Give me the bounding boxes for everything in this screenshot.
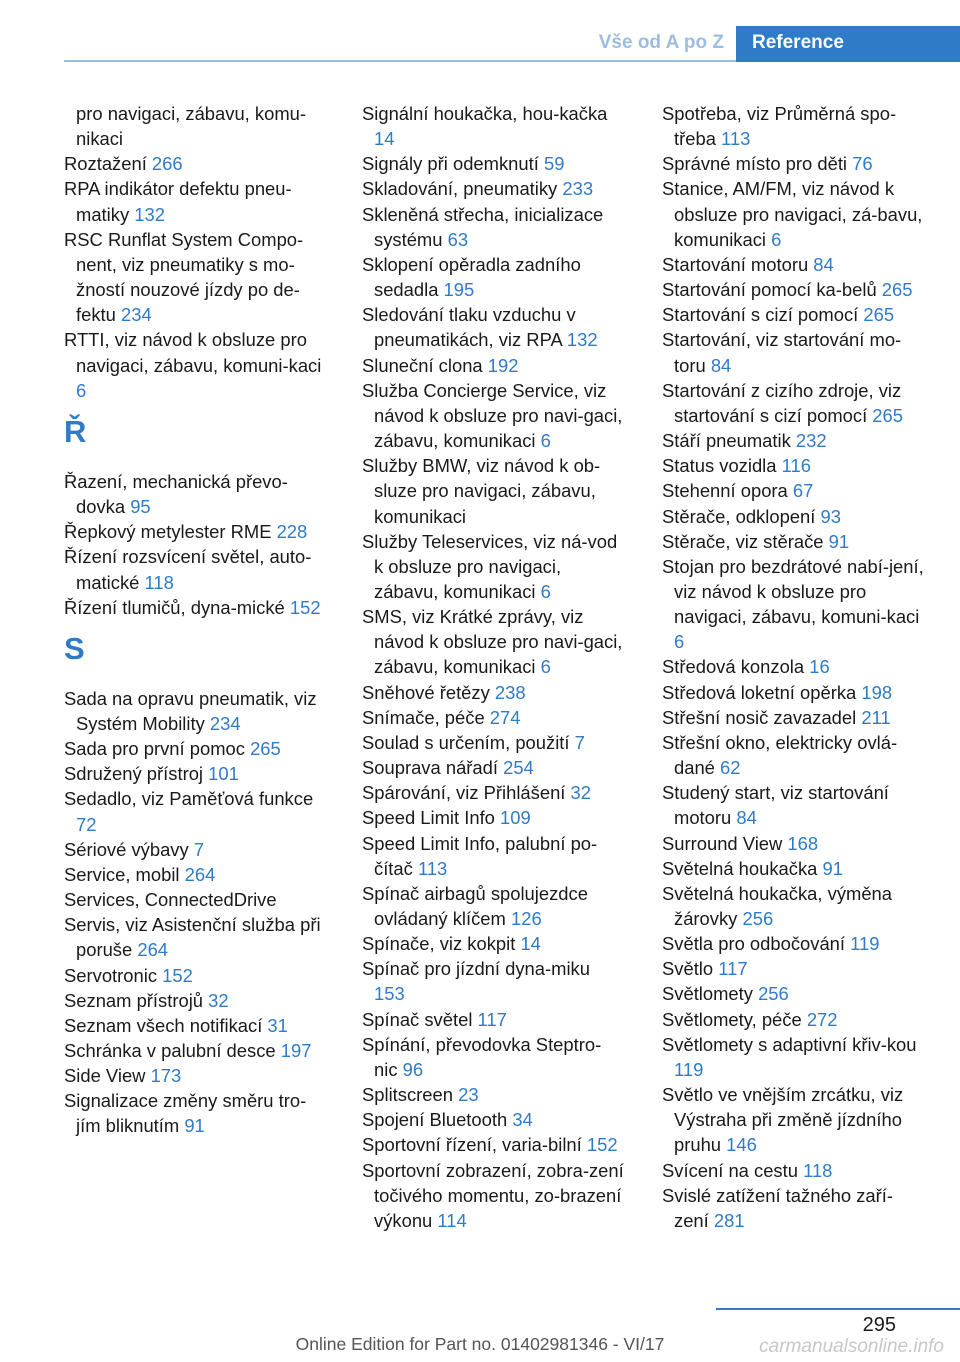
index-entry-text: Sportovní řízení, varia‐bilní xyxy=(362,1134,587,1156)
index-entry xyxy=(64,761,326,786)
index-entry-text: Světlomety xyxy=(662,983,759,1005)
index-entry xyxy=(662,1082,924,1157)
index-entry-text: Řízení rozsvícení světel, auto‐matické xyxy=(64,546,312,593)
index-entry xyxy=(64,151,326,176)
page-reference-link[interactable]: 117 xyxy=(477,1008,507,1030)
index-entry xyxy=(362,956,624,1006)
index-entry xyxy=(64,595,326,620)
index-entry-text: Sériové výbavy xyxy=(64,838,194,860)
index-entry xyxy=(362,1007,624,1032)
index-entry xyxy=(64,1013,326,1038)
index-entry-text: Spínače, viz kokpit xyxy=(362,933,521,955)
edition-note: Online Edition for Part no. 01402981346 - VI/17 xyxy=(295,1334,665,1354)
page-reference-link[interactable]: 84 xyxy=(736,807,757,829)
index-entry-text: pro navigaci, zábavu, komu‐nikaci xyxy=(76,103,306,150)
page-reference-link[interactable]: 14 xyxy=(520,933,541,955)
index-entry-text: Svícení na cestu xyxy=(662,1159,804,1181)
index-entry-text: Services, ConnectedDrive xyxy=(64,889,277,911)
index-entry xyxy=(662,1183,924,1233)
index-entry xyxy=(64,686,326,736)
page-reference-link[interactable]: 84 xyxy=(710,354,732,376)
index-entry-text: Řízení tlumičů, dyna‐mické xyxy=(64,596,290,618)
page-reference-link[interactable]: 274 xyxy=(489,706,521,728)
index-entry xyxy=(662,101,924,151)
watermark: carmanualsonline.info xyxy=(759,1336,944,1357)
index-entry-text: Stěrače, viz stěrače xyxy=(662,530,829,552)
index-entry-text: Soulad s určením, použití xyxy=(362,731,575,753)
index-entry-text: Světlomety s adaptivní křiv‐kou xyxy=(662,1033,917,1055)
index-column-3 xyxy=(662,101,924,1233)
page-reference-link[interactable]: 254 xyxy=(503,757,534,779)
page-reference-link[interactable]: 6 xyxy=(540,580,551,602)
index-entry-text: Service, mobil xyxy=(64,863,185,885)
index-entry-text: Stěrače, odklopení xyxy=(662,505,821,527)
page-reference-link[interactable]: 192 xyxy=(487,354,519,376)
index-entry xyxy=(362,1082,624,1107)
index-entry-text: Sada pro první pomoc xyxy=(64,738,251,760)
index-entry xyxy=(662,956,924,981)
page-reference-link[interactable]: 173 xyxy=(150,1065,182,1087)
index-entry xyxy=(64,887,326,912)
index-entry xyxy=(64,227,326,328)
index-entry-text: Roztažení xyxy=(64,153,152,175)
index-entry-text: Side View xyxy=(64,1065,151,1087)
index-entry-text: Stojan pro bezdrátové nabí‐jení, viz návod k obsluze pro navigaci, zábavu, komuni‐kaci xyxy=(662,555,924,628)
index-entry xyxy=(64,736,326,761)
index-entry-text: Sluneční clona xyxy=(362,354,488,376)
index-entry-text: Spotřeba, viz Průměrná spo‐třeba xyxy=(662,103,897,150)
page-reference-link[interactable]: 7 xyxy=(193,838,205,860)
index-entry-text: Spínání, převodovka Steptro‐nic xyxy=(362,1033,602,1080)
index-entry xyxy=(362,302,624,352)
tab-reference: Reference xyxy=(736,26,960,62)
index-entry xyxy=(64,1088,326,1138)
index-entry xyxy=(64,837,326,862)
index-entry-text: Služby BMW, viz návod k ob‐sluze pro navigaci, zábavu, komunikaci xyxy=(362,455,601,527)
index-entry xyxy=(662,504,924,529)
page-reference-link[interactable]: 152 xyxy=(162,964,193,986)
index-entry xyxy=(662,780,924,830)
page-reference-link[interactable]: 228 xyxy=(276,521,308,543)
index-entry xyxy=(362,805,624,830)
page-reference-link[interactable]: 265 xyxy=(872,404,903,426)
index-entry xyxy=(64,963,326,988)
page-reference-link[interactable]: 256 xyxy=(758,983,789,1005)
index-entry xyxy=(662,1032,924,1082)
index-entry xyxy=(362,151,624,176)
index-entry xyxy=(662,428,924,453)
index-entry-text: Schránka v palubní desce xyxy=(64,1040,281,1061)
index-entry-text: Speed Limit Info xyxy=(362,807,501,829)
page-reference-link[interactable]: 109 xyxy=(500,807,531,829)
index-entry-text: Skladování, pneumatiky xyxy=(362,178,563,200)
page-reference-link[interactable]: 132 xyxy=(134,203,165,225)
index-entry xyxy=(662,654,924,679)
index-entry xyxy=(362,831,624,881)
page-reference-link[interactable]: 266 xyxy=(151,153,183,175)
page-reference-link[interactable]: 6 xyxy=(674,631,685,653)
page-reference-link[interactable]: 265 xyxy=(863,304,895,326)
page-reference-link[interactable]: 234 xyxy=(120,304,152,326)
index-entry xyxy=(362,780,624,805)
index-entry xyxy=(662,277,924,302)
index-entry xyxy=(64,862,326,887)
index-entry-text: Signály při odemknutí xyxy=(362,153,544,175)
index-entry xyxy=(362,680,624,705)
index-entry xyxy=(662,1007,924,1032)
index-entry xyxy=(662,151,924,176)
index-entry-text: Startování, viz startování mo‐toru xyxy=(662,329,902,376)
index-entry xyxy=(362,881,624,931)
index-entry xyxy=(362,353,624,378)
index-entry-text: Spárování, viz Přihlášení xyxy=(362,782,571,804)
page-reference-link[interactable]: 32 xyxy=(208,989,229,1011)
index-entry-text: Spínač pro jízdní dyna‐miku xyxy=(362,958,590,980)
index-entry-text: Střešní nosič zavazadel xyxy=(662,706,862,728)
page-reference-link[interactable]: 118 xyxy=(144,571,174,593)
index-entry xyxy=(662,252,924,277)
index-entry-text: Sada na opravu pneumatik, viz Systém Mobility xyxy=(64,687,317,734)
index-entry-text: Správné místo pro děti xyxy=(662,153,853,175)
page-reference-link[interactable]: 91 xyxy=(184,1115,205,1137)
page-reference-link[interactable]: 7 xyxy=(574,731,585,753)
index-entry xyxy=(662,705,924,730)
page-reference-link[interactable]: 238 xyxy=(494,681,526,703)
index-entry xyxy=(362,101,624,151)
index-column-2 xyxy=(362,101,624,1233)
page-reference-link[interactable]: 132 xyxy=(566,329,598,351)
index-entry-text: Světla pro odbočování xyxy=(662,933,851,955)
page-reference-link[interactable]: 6 xyxy=(771,228,782,250)
index-entry-text: Snímače, péče xyxy=(362,706,490,728)
index-entry-text: Status vozidla xyxy=(662,455,782,477)
page-reference-link[interactable]: 93 xyxy=(820,505,841,527)
index-entry xyxy=(64,101,326,151)
index-entry-text: RPA indikátor defektu pneu‐matiky xyxy=(64,178,292,225)
index-entry-text: Skleněná střecha, inicializace systému xyxy=(362,203,604,250)
index-entry-text: Servis, viz Asistenční služba při poruše xyxy=(64,914,321,961)
page-reference-link[interactable]: 34 xyxy=(512,1109,533,1131)
index-entry-text: Spínač airbagů spolujezdce ovládaný klíčem xyxy=(362,882,588,929)
section-title: Vše od A po Z xyxy=(598,32,724,53)
index-entry xyxy=(662,453,924,478)
page-reference-link[interactable]: 91 xyxy=(828,530,850,552)
index-entry xyxy=(662,176,924,251)
page-reference-link[interactable]: 63 xyxy=(447,228,469,250)
page-reference-link[interactable]: 272 xyxy=(806,1008,838,1030)
index-entry-text: Sportovní zobrazení, zobra‐zení točivého momentu, zo‐brazení výkonu xyxy=(362,1159,624,1231)
index-entry-text: Startování motoru xyxy=(662,253,814,275)
index-entry-text: Surround View xyxy=(662,832,788,854)
index-entry xyxy=(362,1032,624,1082)
index-entry-text: Služba Concierge Service, viz návod k obsluze pro navi‐gaci, zábavu, komunikaci xyxy=(362,379,623,452)
index-entry xyxy=(662,730,924,780)
page-number: 295 xyxy=(862,1314,896,1336)
index-entry xyxy=(662,981,924,1006)
index-entry-text: Sněhové řetězy xyxy=(362,681,495,703)
index-entry xyxy=(362,755,624,780)
index-entry xyxy=(362,1158,624,1233)
page-reference-link[interactable]: 31 xyxy=(267,1014,288,1036)
page-reference-link[interactable]: 76 xyxy=(852,153,873,175)
index-letter: S xyxy=(64,630,85,666)
page-reference-link[interactable]: 264 xyxy=(137,939,169,961)
page-reference-link[interactable]: 91 xyxy=(822,857,843,879)
index-entry-text: Řepkový metylester RME xyxy=(64,521,277,543)
index-entry xyxy=(64,519,326,544)
index-entry-text: Sklopení opěradla zadního sedadla xyxy=(362,253,581,301)
index-entry xyxy=(64,544,326,594)
index-entry xyxy=(662,302,924,327)
page-reference-link[interactable]: 95 xyxy=(130,496,151,518)
page-reference-link[interactable]: 198 xyxy=(861,681,893,703)
page-reference-link[interactable]: 96 xyxy=(402,1058,424,1080)
index-entry-text: Sdružený přístroj xyxy=(64,763,209,785)
index-entry-text: Studený start, viz startování motoru xyxy=(662,782,889,829)
index-entry-text: Speed Limit Info, palubní po‐čítač xyxy=(362,832,598,879)
page-reference-link[interactable]: 6 xyxy=(540,656,551,678)
index-entry-text: Služby Teleservices, viz ná‐vod k obsluze pro navigaci, zábavu, komunikaci xyxy=(362,530,618,602)
index-entry xyxy=(64,469,326,519)
page-reference-link[interactable]: 152 xyxy=(289,596,321,618)
index-entry-text: Světlo xyxy=(662,958,719,980)
index-entry-text: SMS, viz Krátké zprávy, viz návod k obsluze pro navi‐gaci, zábavu, komunikaci xyxy=(362,606,623,678)
index-entry-text: Středová konzola xyxy=(662,656,810,678)
index-entry-text: Stehenní opora xyxy=(662,480,793,502)
page-reference-link[interactable]: 264 xyxy=(184,863,216,885)
index-entry xyxy=(362,1107,624,1132)
page-reference-link[interactable]: 233 xyxy=(562,178,594,200)
page-reference-link[interactable]: 281 xyxy=(713,1209,745,1231)
page-reference-link[interactable]: 119 xyxy=(850,933,880,955)
page-reference-link[interactable]: 14 xyxy=(374,128,395,150)
page-reference-link[interactable]: 114 xyxy=(437,1209,467,1231)
index-entry xyxy=(64,912,326,962)
index-entry xyxy=(662,1158,924,1183)
index-entry xyxy=(362,1132,624,1157)
index-entry-text: Světlo ve vnějším zrcátku, viz Výstraha při změně jízdního pruhu xyxy=(662,1084,904,1156)
index-entry xyxy=(662,831,924,856)
page-reference-link[interactable]: 72 xyxy=(76,813,97,835)
index-entry-text: Servotronic xyxy=(64,964,163,986)
index-entry xyxy=(362,604,624,679)
page-reference-link[interactable]: 6 xyxy=(76,379,87,401)
page-reference-link[interactable]: 197 xyxy=(280,1040,312,1061)
page-reference-link[interactable]: 116 xyxy=(781,455,811,477)
index-entry xyxy=(64,327,326,402)
page-reference-link[interactable]: 232 xyxy=(795,430,827,452)
index-entry xyxy=(362,252,624,302)
index-entry-text: Svislé zatížení tažného zaří‐zení xyxy=(662,1184,894,1231)
page-reference-link[interactable]: 113 xyxy=(721,128,751,150)
page-reference-link[interactable]: 113 xyxy=(417,857,448,879)
index-entry-text: Splitscreen xyxy=(362,1084,459,1106)
index-entry-text: Světelná houkačka xyxy=(662,857,823,879)
index-letter: Ř xyxy=(64,413,87,449)
page-reference-link[interactable]: 256 xyxy=(742,908,774,929)
page-reference-link[interactable]: 118 xyxy=(803,1159,833,1181)
page-reference-link[interactable]: 168 xyxy=(787,832,819,854)
index-entry-text: Spojení Bluetooth xyxy=(362,1109,513,1131)
page-reference-link[interactable]: 153 xyxy=(374,983,405,1005)
index-entry xyxy=(362,176,624,201)
index-entry-text: Stáří pneumatik xyxy=(662,430,796,452)
index-entry xyxy=(64,1038,326,1063)
index-entry xyxy=(362,931,624,956)
index-entry-text: Střešní okno, elektricky ovlá‐dané xyxy=(662,731,898,779)
page-reference-link[interactable]: 32 xyxy=(570,782,591,804)
index-entry-text: Spínač světel xyxy=(362,1008,478,1030)
index-entry-text: Sledování tlaku vzduchu v pneumatikách, viz RPA xyxy=(362,304,576,351)
index-column-1 xyxy=(64,101,326,1139)
index-entry xyxy=(64,1063,326,1088)
page-reference-link[interactable]: 101 xyxy=(208,763,239,785)
index-entry xyxy=(64,786,326,836)
index-entry xyxy=(362,705,624,730)
footer-rule xyxy=(716,1308,960,1310)
index-entry-text: Signální houkačka, hou‐kačka xyxy=(362,103,608,124)
index-entry xyxy=(662,931,924,956)
index-entry xyxy=(362,202,624,252)
page-reference-link[interactable]: 62 xyxy=(720,757,741,779)
page-reference-link[interactable]: 67 xyxy=(792,480,814,502)
index-entry xyxy=(662,881,924,931)
index-entry-text: Startování z cizího zdroje, viz startování s cizí pomocí xyxy=(662,379,902,426)
page-reference-link[interactable]: 234 xyxy=(209,712,241,734)
index-entry xyxy=(64,176,326,226)
page-reference-link[interactable]: 146 xyxy=(726,1134,757,1156)
index-entry xyxy=(662,680,924,705)
index-entry xyxy=(662,529,924,554)
index-entry-text: RSC Runflat System Compo‐nent, viz pneumatiky s mo‐žností nouzové jízdy po de‐fektu xyxy=(64,228,304,326)
index-entry-text: Souprava nářadí xyxy=(362,757,504,779)
index-entry-text: Sedadlo, viz Paměťová funkce xyxy=(64,788,314,810)
index-entry-text: Řazení, mechanická převo‐dovka xyxy=(64,470,288,518)
index-entry xyxy=(362,453,624,528)
index-entry-text: Středová loketní opěrka xyxy=(662,681,862,703)
page-reference-link[interactable]: 119 xyxy=(674,1058,704,1080)
index-entry xyxy=(662,327,924,377)
index-entry xyxy=(662,378,924,428)
index-entry-text: Seznam přístrojů xyxy=(64,989,209,1011)
index-entry xyxy=(362,730,624,755)
page-reference-link[interactable]: 152 xyxy=(586,1134,618,1156)
index-entry-text: RTTI, viz návod k obsluze pro navigaci, zábavu, komuni‐kaci xyxy=(64,329,322,376)
index-entry-text: Startování pomocí ka‐belů xyxy=(662,279,882,301)
page-reference-link[interactable]: 117 xyxy=(718,958,748,980)
index-entry-text: Světelná houkačka, výměna žárovky xyxy=(662,882,893,929)
page-reference-link[interactable]: 6 xyxy=(540,430,551,452)
page-reference-link[interactable]: 16 xyxy=(809,656,830,678)
index-entry xyxy=(662,554,924,655)
index-entry-text: Startování s cizí pomocí xyxy=(662,304,864,326)
index-entry xyxy=(362,529,624,604)
page-reference-link[interactable]: 265 xyxy=(881,279,913,301)
index-entry-text: Stanice, AM/FM, viz návod k obsluze pro navigaci, zá‐bavu, komunikaci xyxy=(662,178,923,250)
index-entry xyxy=(362,378,624,453)
index-entry xyxy=(662,478,924,503)
page-reference-link[interactable]: 126 xyxy=(510,908,542,929)
page-reference-link[interactable]: 211 xyxy=(861,706,891,728)
index-entry-text: Signalizace změny směru tro‐jím bliknutím xyxy=(64,1090,307,1137)
index-entry xyxy=(64,988,326,1013)
page-reference-link[interactable]: 59 xyxy=(543,153,565,175)
index-entry-text: Seznam všech notifikací xyxy=(64,1014,268,1036)
page-reference-link[interactable]: 84 xyxy=(813,253,834,275)
page-reference-link[interactable]: 265 xyxy=(250,738,281,760)
page-reference-link[interactable]: 23 xyxy=(458,1084,479,1106)
page-reference-link[interactable]: 195 xyxy=(443,279,475,301)
index-entry-text: Světlomety, péče xyxy=(662,1008,807,1030)
index-entry xyxy=(662,856,924,881)
